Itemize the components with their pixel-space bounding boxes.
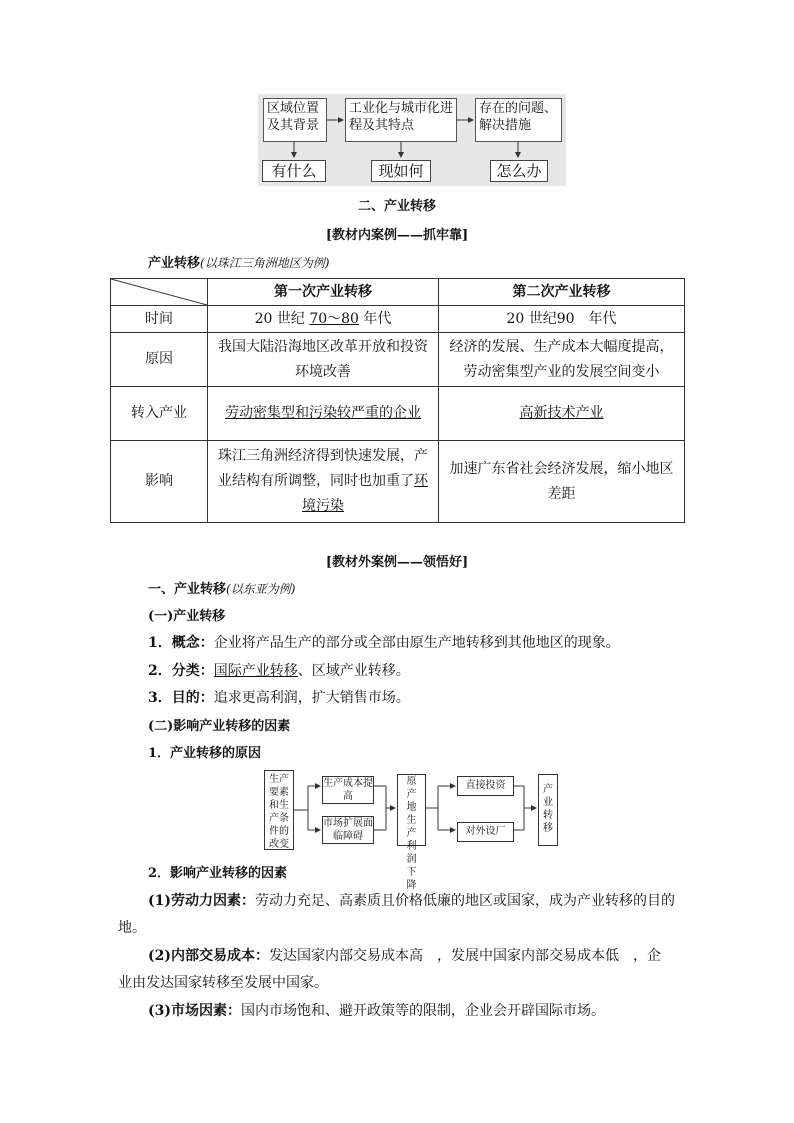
cell-text: 20 世纪 — [254, 310, 310, 327]
flow-box-industrialization: 工业化与城市化进程及其特点 — [345, 98, 457, 142]
cause-box-factors: 生产要素和生产条件的改变 — [264, 770, 294, 850]
heading-causes: 1．产业转移的原因 — [148, 746, 262, 761]
table-caption-main: 产业转移 — [148, 256, 201, 271]
table-row — [111, 306, 685, 333]
diagonal-line — [111, 279, 207, 305]
table-caption — [148, 252, 329, 271]
row-label-impact: 影响 — [111, 441, 208, 523]
underlined-answer: 70～80 — [309, 310, 359, 327]
table-corner-cell — [111, 279, 208, 306]
factor-text: 国内市场饱和、避开政策等的限制，企业会开辟国际市场。 — [241, 1003, 605, 1019]
flow-diagram — [258, 94, 566, 186]
table-header-row — [111, 279, 685, 306]
flow-result-how: 怎么办 — [490, 160, 548, 182]
cause-box-transfer: 产业转移 — [538, 774, 558, 846]
item-text: 追求更高利润，扩大销售市场。 — [213, 690, 410, 706]
factor-labor-line2: 地。 — [118, 920, 146, 936]
flow-box-location: 区域位置及其背景 — [263, 98, 327, 142]
tag-textbook-case: [教材内案例——抓牢靠] — [325, 228, 469, 243]
header-second-transfer: 第二次产业转移 — [439, 279, 685, 306]
cell-industry-first: 劳动密集型和污染较严重的企业 — [208, 387, 439, 441]
cell-reason-first: 我国大陆沿海地区改革开放和投资环境改善 — [208, 333, 439, 387]
tag-extra-case: [教材外案例——领悟好] — [325, 555, 469, 570]
factor-cost-line1 — [148, 945, 661, 965]
row-label-time: 时间 — [111, 306, 208, 333]
cell-industry-second: 高新技术产业 — [439, 387, 685, 441]
factor-text: 发达国家内部交易成本高 ，发展中国家内部交易成本低 ，企 — [269, 948, 661, 964]
cell-reason-second: 经济的发展、生产成本大幅度提高，劳动密集型产业的发展空间变小 — [439, 333, 685, 387]
cause-box-profit: 原产地生产利润下降 — [397, 774, 426, 846]
section-title-industry-transfer: 二、产业转移 — [357, 199, 436, 214]
cell-text: 珠江三角洲经济得到快速发展，产业结构有所调整，同时也加重了 — [218, 448, 428, 489]
heading-factors: (二)影响产业转移的因素 — [148, 719, 291, 734]
factor-cost-line2: 业由发达国家转移至发展中国家。 — [118, 975, 328, 991]
factor-label: (1)劳动力因素： — [148, 893, 255, 909]
factor-label: (3)市场因素： — [148, 1003, 241, 1019]
table-row — [111, 441, 685, 523]
cause-diagram — [262, 768, 562, 891]
cause-box-factory: 对外设厂 — [457, 822, 514, 842]
subsection-title-transfer — [148, 578, 295, 597]
item-concept — [148, 632, 620, 652]
cell-impact-first — [208, 441, 439, 523]
subsection-title-main: 一、产业转移 — [148, 582, 227, 597]
item-label: 2．分类： — [148, 663, 214, 679]
heading-transfer: (一)产业转移 — [148, 609, 226, 624]
item-text: 、区域产业转移。 — [297, 663, 410, 679]
factor-labor-line1 — [148, 890, 675, 910]
cause-box-cost: 生产成本提高 — [323, 778, 373, 802]
item-label: 3．目的： — [148, 690, 214, 706]
cell-time-first — [208, 306, 439, 333]
cell-text: 年代 — [358, 310, 392, 327]
factor-market — [148, 1000, 605, 1020]
item-text: 企业将产品生产的部分或全部由原生产地转移到其他地区的现象。 — [213, 635, 620, 651]
item-category — [148, 660, 410, 680]
table-row — [111, 333, 685, 387]
item-label: 1．概念： — [148, 635, 214, 651]
row-label-industry: 转入产业 — [111, 387, 208, 441]
underlined-answer: 国际产业转移 — [213, 663, 298, 679]
cell-time-second: 20 世纪90 年代 — [439, 306, 685, 333]
row-label-reason: 原因 — [111, 333, 208, 387]
comparison-table — [110, 278, 685, 523]
underlined-answer: 环境污染 — [302, 473, 428, 514]
item-purpose — [148, 687, 410, 707]
cause-box-market: 市场扩展面临障碍 — [323, 818, 373, 842]
cell-impact-second: 加速广东省社会经济发展，缩小地区差距 — [439, 441, 685, 523]
table-caption-sub: (以珠江三角洲地区为例) — [200, 256, 330, 270]
subsection-title-sub: (以东亚为例) — [226, 582, 296, 596]
table-row — [111, 387, 685, 441]
cause-box-investment: 直接投资 — [457, 776, 514, 796]
factor-text: 劳动力充足、高素质且价格低廉的地区或国家，成为产业转移的目的 — [255, 893, 675, 909]
flow-box-problems: 存在的问题、解决措施 — [475, 98, 562, 142]
factor-label: (2)内部交易成本： — [148, 948, 269, 964]
flow-result-what: 有什么 — [262, 160, 326, 182]
header-first-transfer: 第一次产业转移 — [208, 279, 439, 306]
flow-result-status: 现如何 — [371, 160, 431, 182]
heading-factor-list: 2．影响产业转移的因素 — [148, 866, 288, 881]
